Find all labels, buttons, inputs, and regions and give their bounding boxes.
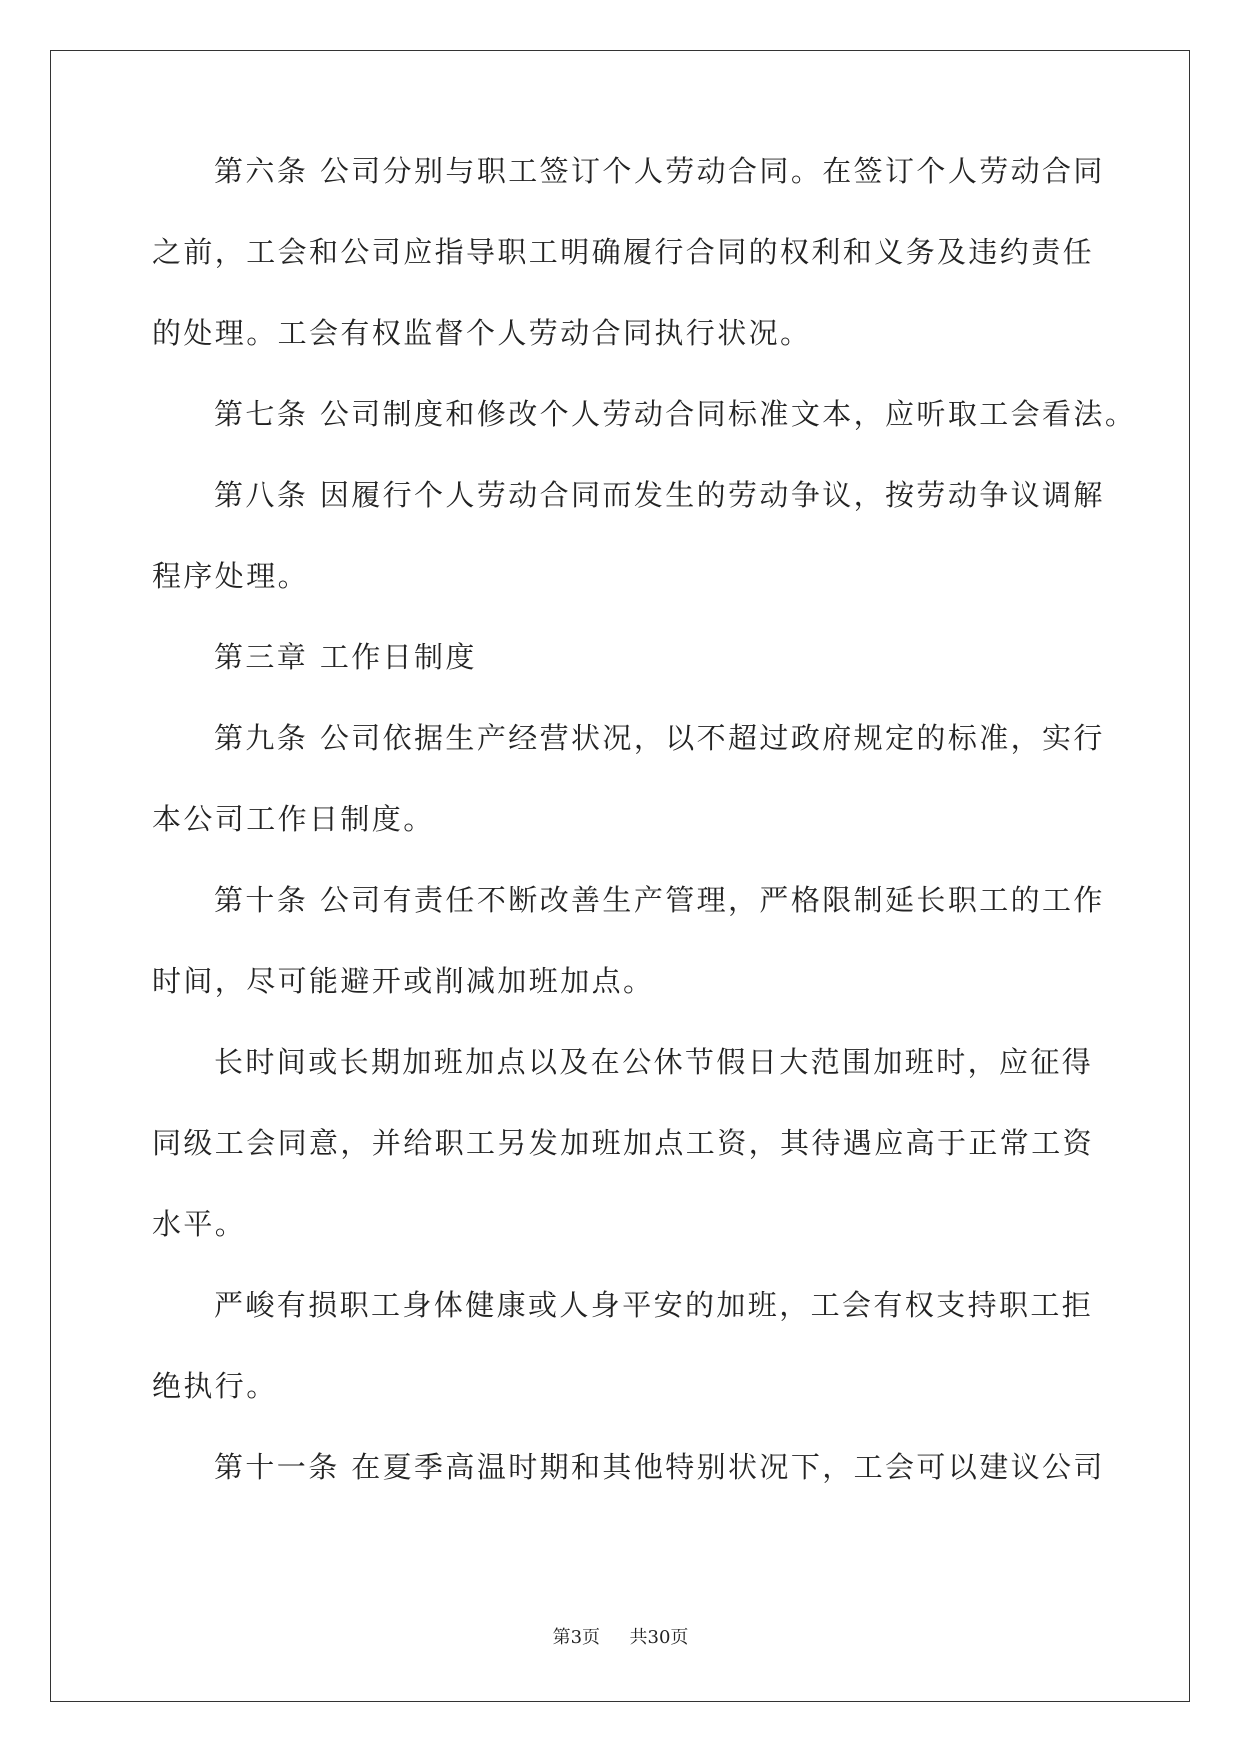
- text-line: 长时间或长期加班加点以及在公休节假日大范围加班时，应征得: [214, 1045, 1094, 1079]
- page-total: 共30页: [629, 1627, 689, 1648]
- text-line: 第六条 公司分别与职工签订个人劳动合同。在签订个人劳动合同: [214, 154, 1105, 188]
- chapter-heading: 第三章 工作日制度: [214, 640, 477, 674]
- text-line: 同级工会同意，并给职工另发加班加点工资，其待遇应高于正常工资: [152, 1126, 1095, 1160]
- text-line: 程序处理。: [152, 559, 310, 593]
- text-line: 第十条 公司有责任不断改善生产管理，严格限制延长职工的工作: [214, 883, 1105, 917]
- text-line: 之前，工会和公司应指导职工明确履行合同的权利和义务及违约责任: [152, 235, 1095, 269]
- text-line: 第八条 因履行个人劳动合同而发生的劳动争议，按劳动争议调解: [214, 478, 1105, 512]
- text-line: 水平。: [152, 1207, 247, 1241]
- text-line: 第九条 公司依据生产经营状况，以不超过政府规定的标准，实行: [214, 721, 1105, 755]
- text-line: 严峻有损职工身体健康或人身平安的加班，工会有权支持职工拒: [214, 1288, 1094, 1322]
- text-line: 本公司工作日制度。: [152, 802, 435, 836]
- document-body: [152, 151, 1137, 1528]
- text-line: 第七条 公司制度和修改个人劳动合同标准文本，应听取工会看法。: [214, 397, 1137, 431]
- text-line: 第十一条 在夏季高温时期和其他特别状况下，工会可以建议公司: [214, 1450, 1105, 1484]
- text-line: 绝执行。: [152, 1369, 278, 1403]
- text-line: 的处理。工会有权监督个人劳动合同执行状况。: [152, 316, 812, 350]
- text-line: 时间，尽可能避开或削减加班加点。: [152, 964, 655, 998]
- page-footer: [0, 1623, 1241, 1649]
- page-number: 第3页: [552, 1627, 601, 1648]
